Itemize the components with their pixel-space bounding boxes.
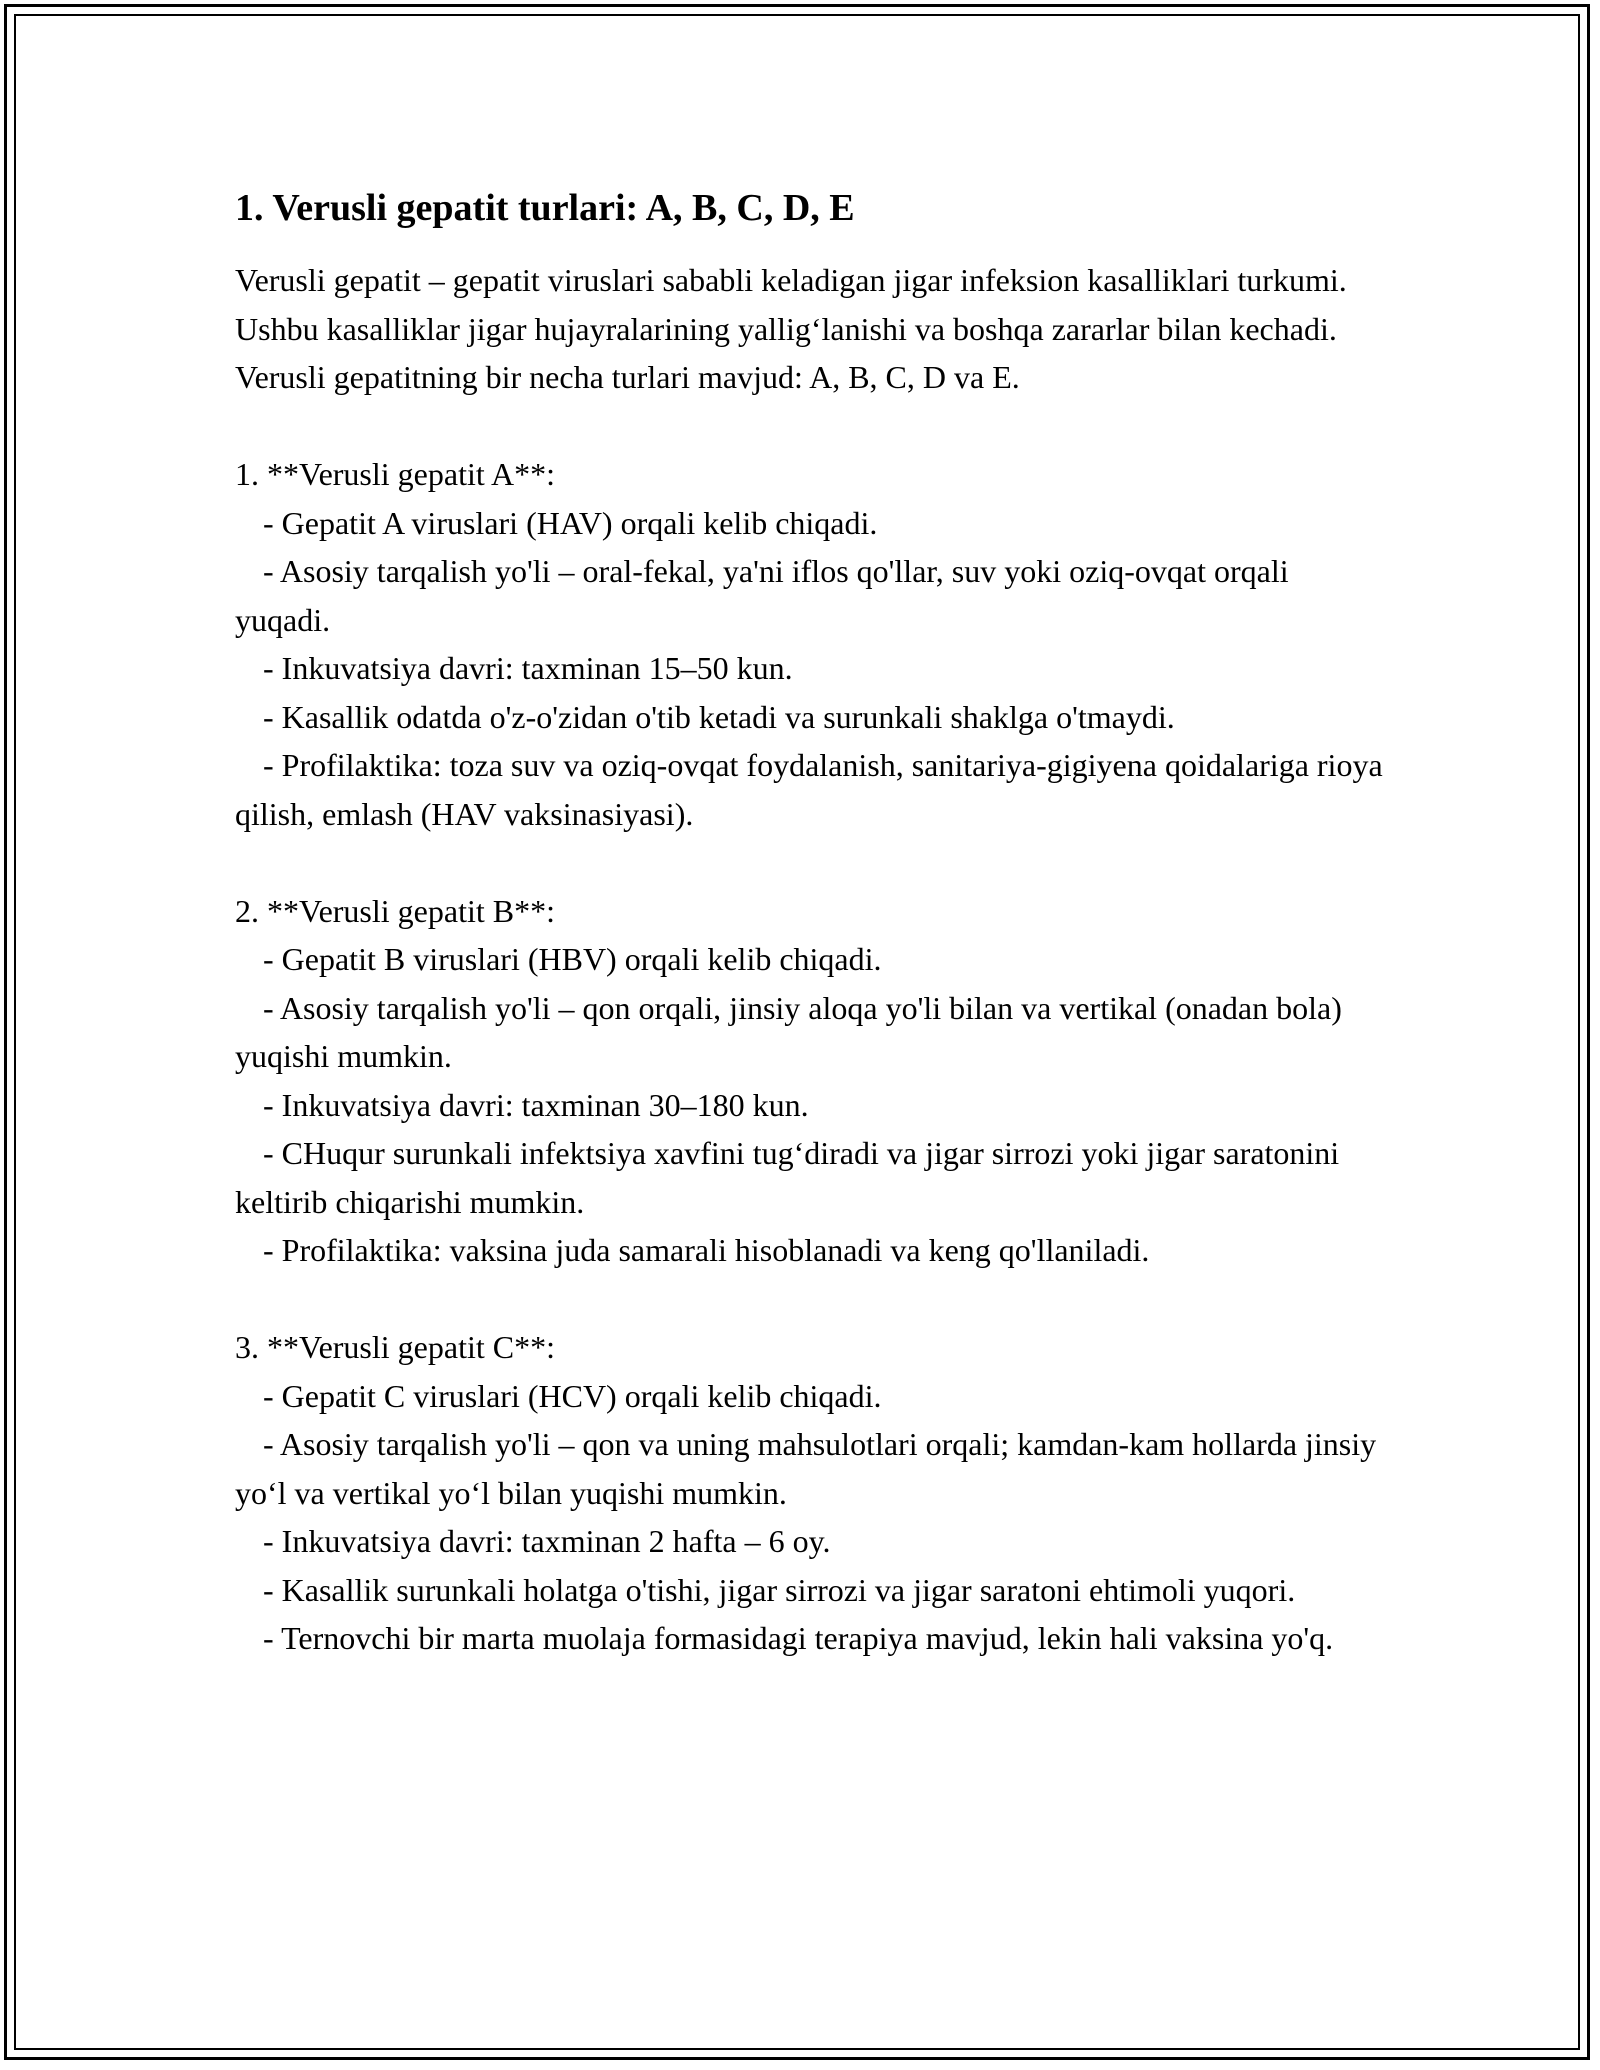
list-item: - Gepatit C viruslari (HCV) orqali kelib chiqadi. [263,1377,882,1414]
list-item: - Gepatit B viruslari (HBV) orqali kelib chiqadi. [263,941,882,977]
document-title: 1. Verusli gepatit turlari: A, B, C, D, E [235,187,855,229]
list-item: - Profilaktika: vaksina juda samarali hisoblanadi va keng qo'llaniladi. [263,1232,1150,1268]
list-item: - CHuqur surunkali infektsiya xavfini tug‘diradi va jigar sirrozi yoki jigar saratonini keltirib chiqarishi mumkin. [235,1135,1340,1220]
list-item: - Inkuvatsiya davri: taxminan 15–50 kun. [263,650,793,686]
list-item: - Asosiy tarqalish yo'li – qon va uning mahsulotlari orqali; kamdan-kam hollarda jinsiy yo‘l va vertikal yo‘l bilan yuqishi mumkin. [235,1426,1377,1511]
list-item: - Inkuvatsiya davri: taxminan 30–180 kun. [263,1086,809,1123]
list-item: - Asosiy tarqalish yo'li – qon orqali, jinsiy aloqa yo'li bilan va vertikal (onadan bola) yuqishi mumkin. [235,989,1342,1074]
list-item: - Inkuvatsiya davri: taxminan 2 hafta – 6 oy. [263,1523,831,1559]
section-hepatitis-b [235,887,1385,1275]
list-item: - Kasallik odatda o'z-o'zidan o'tib ketadi va surunkali shaklga o'tmaydi. [263,698,1175,735]
list-item: - Profilaktika: toza suv va oziq-ovqat foydalanish, sanitariya-gigiyena qoidalariga rioya qilish, emlash (HAV vaksinasiyasi). [235,747,1383,832]
document-body [235,184,1385,1663]
list-item: - Gepatit A viruslari (HAV) orqali kelib chiqadi. [263,504,878,541]
list-item: - Ternovchi bir marta muolaja formasidagi terapiya mavjud, lekin hali vaksina yo'q. [263,1620,1334,1656]
intro-paragraph: Verusli gepatit – gepatit viruslari sababli keladigan jigar infeksion kasalliklari turkumi. Ushbu kasalliklar jigar hujayralarining yallig‘lanishi va boshqa zararlar bilan kechadi. Verusli gepatitning bir necha turlari mavjud: A, B, C, D va E. [235,262,1347,395]
section-heading: 2. **Verusli gepatit B**: [235,892,555,929]
section-heading: 3. **Verusli gepatit C**: [235,1329,555,1365]
list-item: - Asosiy tarqalish yo'li – oral-fekal, ya'ni iflos qo'llar, suv yoki oziq-ovqat orqali yuqadi. [235,553,1289,638]
section-hepatitis-c [235,1323,1385,1663]
list-item: - Kasallik surunkali holatga o'tishi, jigar sirrozi va jigar saratoni ehtimoli yuqori. [263,1571,1296,1608]
section-hepatitis-a [235,450,1385,838]
section-heading: 1. **Verusli gepatit A**: [235,456,555,492]
